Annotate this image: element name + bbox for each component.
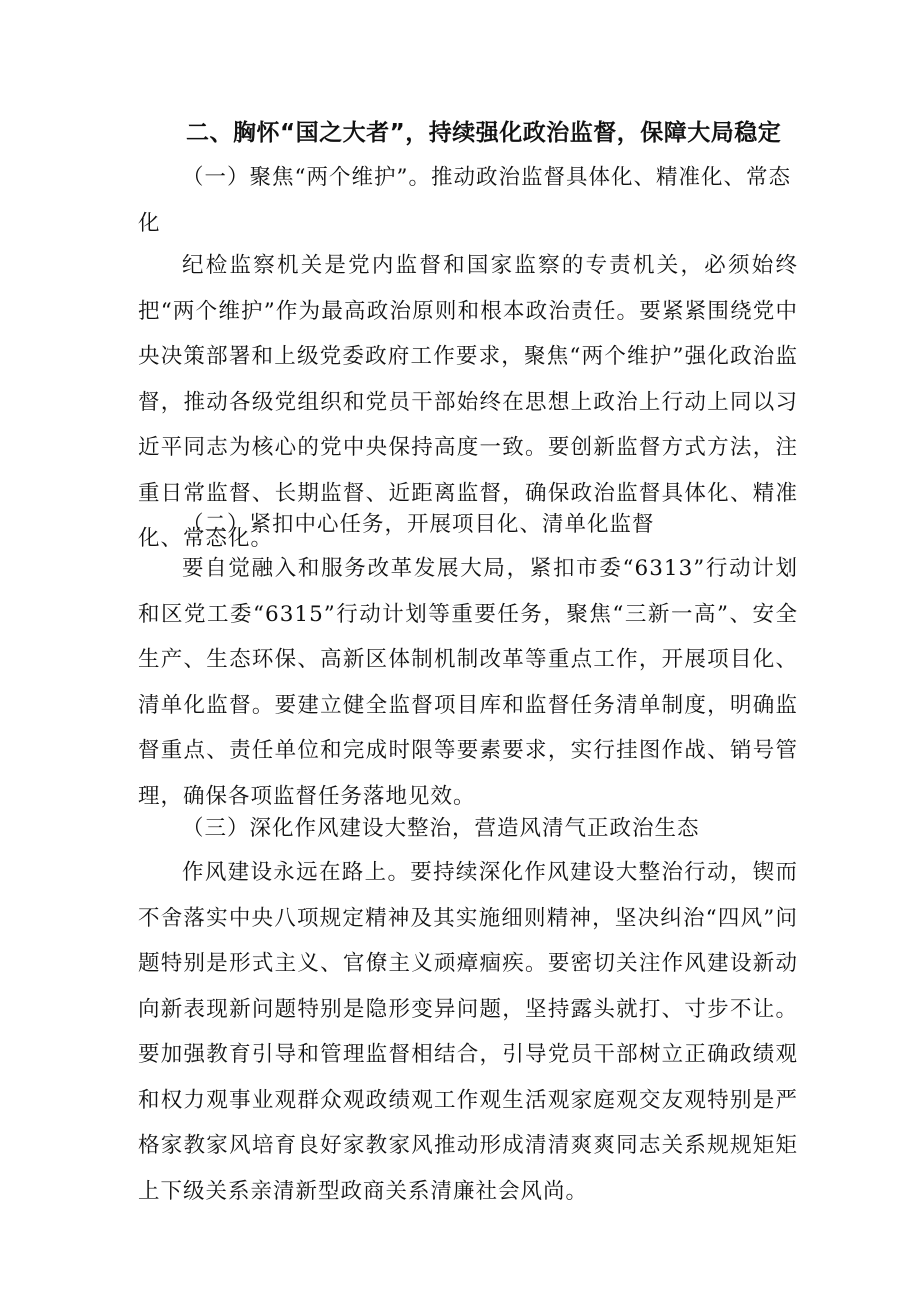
paragraph-1: 纪检监察机关是党内监督和国家监察的专责机关，必须始终把“两个维护”作为最高政治原则和根本政治责任。要紧紧围绕党中央决策部署和上级党委政府工作要求，聚焦“两个维护”强化政治监督，推动各级党组织和党员干部始终在思想上政治上行动上同以习近平同志为核心的党中央保持高度一致。要创新监督方式方法，注重日常监督、长期监督、近距离监督，确保政治监督具体化、精准化、常态化。 <box>138 253 798 551</box>
subsection-heading-2: （二）紧扣中心任务，开展项目化、清单化监督 <box>182 512 655 537</box>
subsection-heading-1: （一）聚焦“两个维护”。推动政治监督具体化、精准化、常态化 <box>138 165 791 236</box>
paragraph-3: 作风建设永远在路上。要持续深化作风建设大整治行动，锲而不舍落实中央八项规定精神及其实施细则精神，坚决纠治“四风”问题特别是形式主义、官僚主义顽瘴痼疾。要密切关注作风建设新动向新表现新问题特别是隐形变异问题，坚持露头就打、寸步不让。要加强教育引导和管理监督相结合，引导党员干部树立正确政绩观和权力观事业观群众观政绩观工作观生活观家庭观交友观特别是严格家教家风培育良好家教家风推动形成清清爽爽同志关系规规矩矩上下级关系亲清新型政商关系清廉社会风尚。 <box>138 860 798 1204</box>
subsection-heading-3: （三）深化作风建设大整治，营造风清气正政治生态 <box>182 816 700 841</box>
section-heading: 二、胸怀“国之大者”，持续强化政治监督，保障大局稳定 <box>186 120 782 146</box>
paragraph-2: 要自觉融入和服务改革发展大局，紧扣市委“6313”行动计划和区党工委“6315”行动计划等重要任务，聚焦“三新一高”、安全生产、生态环保、高新区体制机制改革等重点工作，开展项目化、清单化监督。要建立健全监督项目库和监督任务清单制度，明确监督重点、责任单位和完成时限等要素要求，实行挂图作战、销号管理，确保各项监督任务落地见效。 <box>138 556 798 809</box>
